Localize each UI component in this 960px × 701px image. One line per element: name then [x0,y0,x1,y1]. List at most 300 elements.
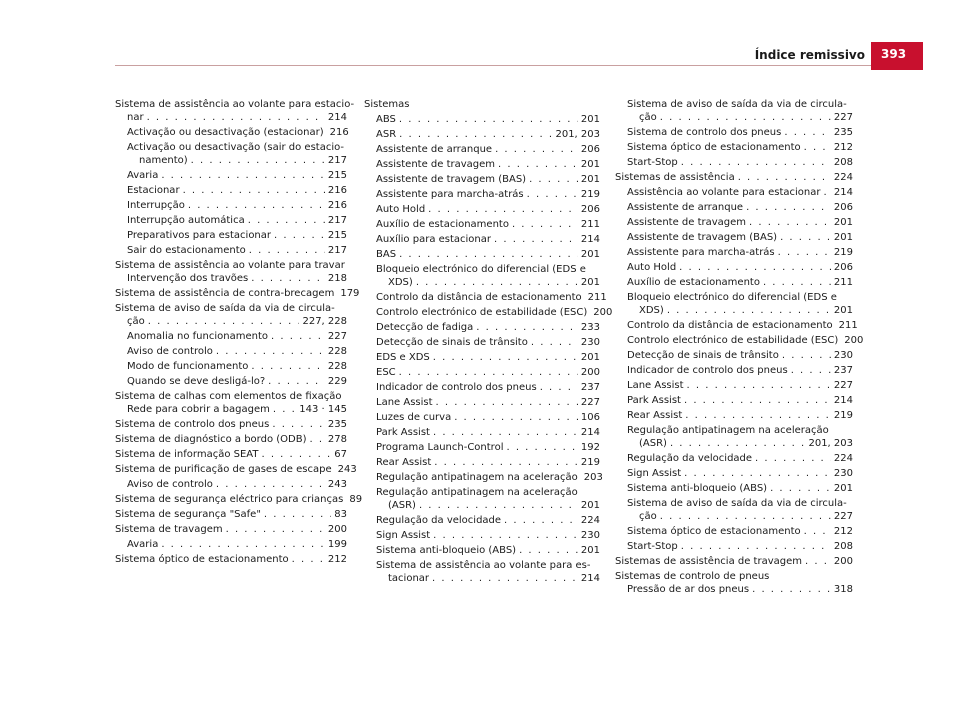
page-reference: 200 [833,556,853,567]
page-reference: 227 [833,380,853,391]
index-term: Assistente de arranque [376,144,493,155]
page-reference: 233 [580,322,600,333]
index-term: Interrupção [127,200,185,211]
index-entry [615,261,853,274]
index-entry-row [115,553,347,566]
index-entry [615,482,853,495]
leader-dots [272,418,325,431]
page-reference: 227 [327,331,347,342]
index-entry-row [376,218,600,231]
leader-dots [292,553,325,566]
index-entry [615,424,853,450]
index-entry-row [376,572,600,585]
index-entry-row [627,452,853,465]
index-entry [115,345,347,358]
index-entry [615,98,853,124]
index-term: Detecção de sinais de trânsito [627,350,779,361]
page-reference: 211 [580,219,600,230]
index-term: Assistente para marcha-atrás [627,247,775,258]
leader-dots [531,336,578,349]
index-entry-row [115,463,357,476]
index-entry [364,336,600,349]
index-entry [615,349,853,362]
index-term: EDS e XDS [376,352,430,363]
index-entry-row [115,448,347,461]
index-entry [615,467,853,480]
index-entry-row [376,291,607,304]
index-term: Sign Assist [376,530,431,541]
index-column-3 [615,98,864,598]
index-term: Assistente de travagem (BAS) [376,174,527,185]
leader-dots [161,538,325,551]
index-entry [364,559,600,585]
index-entry-row [376,233,600,246]
page-reference: 201 [833,217,853,228]
index-entry [615,334,864,347]
index-entry [364,128,600,141]
index-entry-row [115,493,363,506]
index-term: Sistema de informação SEAT [115,449,259,460]
index-entry [615,216,853,229]
index-entry-row [627,276,853,289]
page-reference: 230 [580,337,600,348]
page-reference: 318 [833,584,853,595]
index-term: Sistema de segurança "Safe" [115,509,261,520]
index-entry-row [376,529,600,542]
page-reference: 201 [580,174,600,185]
index-entry [615,540,853,553]
page-reference: 215 [327,230,347,241]
index-column-1 [115,98,363,568]
index-term: (ASR) [388,500,416,511]
index-entry-row [115,287,360,300]
index-entry [615,126,853,139]
index-entry-row [127,330,347,343]
index-entry-row [627,141,853,154]
leader-dots [428,203,578,216]
index-term: ABS [376,114,396,125]
index-entry-line: Regulação antipatinagem na aceleração [627,425,829,436]
leader-dots [251,272,325,285]
index-entry-row [627,364,853,377]
index-entry [615,291,853,317]
index-entry-row [627,525,853,538]
index-entry-row [376,441,600,454]
index-entry-row [376,366,600,379]
index-entry-line: Regulação antipatinagem na aceleração [376,487,578,498]
index-entry-row [627,246,853,259]
leader-dots [527,188,578,201]
leader-dots [399,248,578,261]
page-reference: 230 [833,468,853,479]
leader-dots [679,261,831,274]
index-term: ção [639,112,657,123]
index-term: Detecção de sinais de trânsito [376,337,528,348]
index-term: Regulação antipatinagem na aceleração [376,472,578,483]
index-term: Aviso de controlo [127,346,213,357]
page-reference: 212 [833,526,853,537]
index-entry-row [376,143,600,156]
index-term: Activação ou desactivação (estacionar) [127,127,324,138]
page-header [115,46,905,70]
index-term: Sistema de diagnóstico a bordo (ODB) [115,434,307,445]
page-reference: 203 [583,472,603,483]
index-entry [364,321,600,334]
index-term: BAS [376,249,397,260]
leader-dots [738,171,831,184]
page-reference: 224 [833,172,853,183]
index-entry [115,141,347,167]
index-entry [615,246,853,259]
page-reference: 143 · 145 [299,404,347,415]
page-reference: 214 [327,112,347,123]
index-entry-row [376,321,600,334]
page-reference: 227, 228 [302,316,347,327]
index-entry [615,186,853,199]
leader-dots [681,540,831,553]
leader-dots [746,201,831,214]
index-entry [364,366,600,379]
index-entry-row [376,514,600,527]
index-entry [115,538,347,551]
index-entry-row [376,411,600,424]
index-entry-row [115,403,347,416]
index-entry [615,379,853,392]
index-term: Controlo da distância de estacionamento [376,292,582,303]
leader-dots [670,437,806,450]
index-term: ção [127,316,145,327]
leader-dots [540,381,578,394]
index-entry-row [127,375,347,388]
index-entry-row [115,315,347,328]
index-term: Modo de funcionamento [127,361,249,372]
index-entry-row [376,306,613,319]
index-entry [364,411,600,424]
index-entry [115,169,347,182]
index-entry-line: Sistema de aviso de saída da via de circula- [627,498,847,509]
index-column-2 [364,98,613,587]
page-reference: 67 [334,449,347,460]
index-entry-row [376,396,600,409]
index-entry [115,184,347,197]
index-entry-row [364,98,600,111]
leader-dots [823,186,830,199]
leader-dots [161,169,325,182]
index-entry-row [376,158,600,171]
index-entry-row [627,186,853,199]
index-term: Sistema de purificação de gases de escape [115,464,332,475]
index-term: Sistemas de assistência [615,172,735,183]
page-reference: 200 [844,335,864,346]
page-reference: 212 [833,142,853,153]
index-term: Anomalia no funcionamento [127,331,268,342]
index-entry [115,463,357,476]
index-entry-row [127,199,347,212]
page-reference: 278 [327,434,347,445]
page-reference: 216 [327,185,347,196]
index-entry-row [376,113,600,126]
leader-dots [494,233,578,246]
index-term: Auxílio de estacionamento [627,277,760,288]
index-entry-row [115,523,347,536]
index-entry [364,158,600,171]
page-reference: 217 [327,155,347,166]
leader-dots [519,544,578,557]
index-term: Sistema de segurança eléctrico para crianças [115,494,344,505]
index-term: Auto Hold [627,262,677,273]
page-reference: 200 [327,524,347,535]
index-entry [115,199,347,212]
index-entry-row [376,173,600,186]
leader-dots [148,315,300,328]
index-entry [615,364,853,377]
index-term: namento) [139,155,188,166]
leader-dots [309,433,324,446]
index-entry-row [627,510,853,523]
index-term: tacionar [388,573,430,584]
index-entry-row [627,304,853,317]
page-reference: 228 [327,346,347,357]
page-reference: 230 [833,350,853,361]
page-reference: 243 [337,464,357,475]
index-entry [115,126,347,139]
index-term: (ASR) [639,438,667,449]
page-reference: 216 [329,127,349,138]
index-entry [364,426,600,439]
index-term: Start-Stop [627,157,678,168]
leader-dots [749,216,831,229]
index-entry-row [115,418,347,431]
index-entry [115,493,363,506]
leader-dots [249,244,325,257]
index-entry-row [627,467,853,480]
leader-dots [271,330,325,343]
leader-dots [191,154,325,167]
index-entry [115,523,347,536]
index-entry-row [376,499,600,512]
leader-dots [434,456,578,469]
index-term: Assistente para marcha-atrás [376,189,524,200]
index-entry-row [376,276,600,289]
index-entry-row [627,216,853,229]
page-reference: 206 [580,144,600,155]
leader-dots [791,364,831,377]
leader-dots [687,379,831,392]
page-reference: 230 [580,530,600,541]
leader-dots [436,396,578,409]
page-reference: 243 [327,479,347,490]
index-entry-row [376,248,600,261]
index-entry [615,171,853,184]
page-reference: 201 [580,114,600,125]
leader-dots [454,411,578,424]
index-entry [364,381,600,394]
index-term: Lane Assist [627,380,684,391]
leader-dots [399,113,578,126]
leader-dots [804,525,831,538]
index-entry [364,173,600,186]
page-reference: 214 [580,573,600,584]
leader-dots [261,448,331,461]
section-title: Índice remissivo [754,48,865,62]
leader-dots [506,441,577,454]
leader-dots [264,508,331,521]
index-entry [364,306,613,319]
index-term: Aviso de controlo [127,479,213,490]
index-term: Assistente de travagem [627,217,747,228]
index-entry-line: Sistema de aviso de saída da via de circula- [627,99,847,110]
page-reference: 214 [580,427,600,438]
page-reference: 211 [587,292,607,303]
leader-dots [805,555,831,568]
index-entry [115,214,347,227]
page-reference: 201 [580,249,600,260]
index-entry-row [127,126,347,139]
index-entry [615,394,853,407]
index-entry-row [376,544,600,557]
page-reference: 218 [327,273,347,284]
index-entry [364,263,600,289]
page-reference: 214 [833,395,853,406]
index-entry-row [627,156,853,169]
index-term: Sistema de travagem [115,524,223,535]
leader-dots [248,214,325,227]
leader-dots [752,583,831,596]
index-entry [115,508,347,521]
index-term: Assistente de travagem (BAS) [627,232,778,243]
index-term: Auto Hold [376,204,426,215]
page-reference: 201 [833,305,853,316]
index-term: Programa Launch-Control [376,442,504,453]
index-entry [115,390,347,416]
page-reference: 201 [580,545,600,556]
index-entry [115,448,347,461]
index-entry [615,231,853,244]
page-reference: 201 [833,232,853,243]
index-entry-row [127,538,347,551]
index-entry [115,229,347,242]
page-reference: 208 [833,157,853,168]
index-entry-line: Sistema de calhas com elementos de fixação [115,391,342,402]
index-term: Regulação da velocidade [627,453,753,464]
index-term: Sistema óptico de estacionamento [627,526,801,537]
leader-dots [268,375,325,388]
page-reference: 217 [327,215,347,226]
index-entry [615,525,853,538]
index-term: Sistema de controlo dos pneus [115,419,270,430]
index-entry-row [627,261,853,274]
index-entry-row [627,231,853,244]
index-term: Sign Assist [627,468,682,479]
page-reference: 216 [327,200,347,211]
leader-dots [495,143,578,156]
index-term: nar [127,112,144,123]
index-entry [115,330,347,343]
index-entry [364,351,600,364]
index-entry [364,113,600,126]
leader-dots [216,478,325,491]
index-term: Auxílio de estacionamento [376,219,509,230]
page-reference: 227 [833,511,853,522]
index-term: XDS) [388,277,413,288]
leader-dots [512,218,578,231]
index-term: Indicador de controlo dos pneus [376,382,537,393]
index-entry [364,544,600,557]
index-term: Rede para cobrir a bagagem [127,404,270,415]
page-reference: 219 [580,457,600,468]
index-entry-line: Sistema de assistência ao volante para es- [376,560,591,571]
leader-dots [685,409,831,422]
index-term: Lane Assist [376,397,433,408]
page-reference: 224 [580,515,600,526]
index-entry-line: Sistemas de controlo de pneus [615,571,770,582]
page-reference: 235 [833,127,853,138]
index-term: Luzes de curva [376,412,452,423]
index-entry-row [376,203,600,216]
index-entry-row [627,201,853,214]
index-term: Start-Stop [627,541,678,552]
index-term: Sistema óptico de estacionamento [627,142,801,153]
page-number: 393 [881,47,907,61]
index-entry-line: Sistema de assistência ao volante para travar [115,260,345,271]
index-entry-row [115,508,347,521]
index-term: Intervenção dos travões [127,273,249,284]
index-entry-row [127,478,347,491]
index-entry-row [615,171,853,184]
index-entry-row [127,184,347,197]
leader-dots [684,467,831,480]
page-reference: 201 [580,277,600,288]
index-entry [364,441,600,454]
index-entry-line: Bloqueio electrónico do diferencial (EDS e [376,264,586,275]
index-entry-row [127,229,347,242]
leader-dots [416,276,578,289]
index-term: Avaria [127,170,159,181]
index-entry-row [127,360,347,373]
index-entry [364,233,600,246]
index-entry [115,360,347,373]
index-term: Quando se deve desligá-lo? [127,376,266,387]
index-entry [115,302,347,328]
index-entry [615,452,853,465]
leader-dots [433,351,578,364]
index-entry-row [376,471,603,484]
leader-dots [399,366,578,379]
index-entry-row [376,456,600,469]
index-entry-row [627,379,853,392]
leader-dots [399,128,552,141]
leader-dots [273,403,296,416]
index-entry [615,555,853,568]
index-entry-row [115,272,347,285]
page-reference: 201 [580,500,600,511]
index-term: Controlo electrónico de estabilidade (ESC) [376,307,588,318]
index-term: Controlo da distância de estacionamento [627,320,833,331]
index-entry-line: Sistema de assistência ao volante para estacio- [115,99,355,110]
index-entry-row [627,349,853,362]
page-reference: 214 [833,187,853,198]
index-entry-row [127,345,347,358]
index-entry [364,486,600,512]
page-reference: 200 [593,307,613,318]
index-entry-row [627,540,853,553]
index-entry-row [376,336,600,349]
leader-dots [681,156,831,169]
index-term: Park Assist [627,395,681,406]
index-term: Pressão de ar dos pneus [627,584,750,595]
index-entry-row [627,126,853,139]
page-reference: 201, 203 [808,438,853,449]
